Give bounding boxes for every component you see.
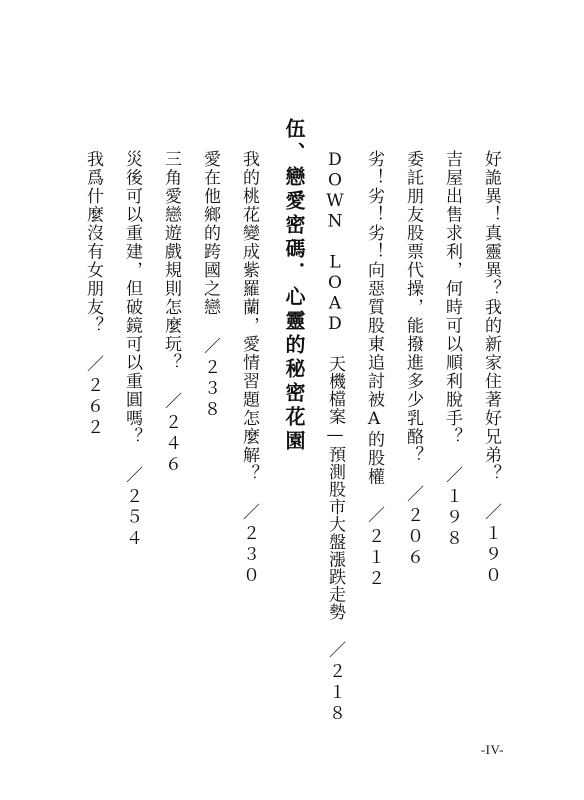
toc-entry-title: 愛在他鄉的跨國之戀 — [200, 150, 220, 317]
toc-entry-page-number: ／２５４ — [122, 466, 142, 550]
toc-entry — [482, 150, 499, 587]
toc-entry-title: 我爲什麼沒有女朋友？ — [83, 150, 103, 335]
page-folio: -IV- — [480, 742, 504, 757]
toc-entry-title: 好詭異！真靈異？我的新家住著好兄弟？ — [481, 150, 501, 483]
toc-entry-page-number: ／１９０ — [481, 503, 501, 587]
section-heading: 伍、戀愛密碼．心靈的秘密花園 — [282, 118, 306, 454]
toc-entry-page-number: ／２３０ — [239, 503, 259, 587]
toc-entry — [326, 150, 343, 725]
toc-entry — [123, 150, 140, 550]
toc-entry — [162, 150, 179, 476]
toc-entry-page-number: ／２４６ — [161, 392, 181, 476]
toc-entry-page-number: ／２１８ — [325, 640, 345, 725]
toc-entry — [404, 150, 421, 569]
toc-entry — [365, 150, 382, 590]
toc-entry-title: 我的桃花變成紫羅蘭，愛情習題怎麼解？ — [239, 150, 259, 483]
toc-entry-page-number: ／２６２ — [83, 355, 103, 439]
toc-entry — [443, 150, 460, 550]
toc-entry-page-number: ／２０６ — [403, 484, 423, 569]
toc-entry-title: 吉屋出售求利，何時可以順利脫手？ — [442, 150, 462, 446]
toc-entry-title: 災後可以重建，但破鏡可以重圓嗎？ — [122, 150, 142, 446]
toc-entry-title: 三角愛戀遊戲規則怎麼玩？ — [161, 150, 181, 372]
toc-entry — [84, 150, 101, 439]
toc-entry — [240, 150, 257, 587]
toc-entry-title: 劣！劣！劣！向惡質股東追討被A的股權 — [364, 150, 384, 486]
toc-entry-page-number: ／２１２ — [364, 506, 384, 590]
toc-entry-title: 委託朋友股票代操，能撥進多少乳酪？ — [403, 150, 423, 465]
toc-entry-title: DOWN LOAD 天機檔案—預測股市大盤漲跌走勢 — [325, 150, 345, 621]
toc-entry — [201, 150, 218, 421]
toc-entry-page-number: ／１９８ — [442, 466, 462, 550]
toc-entry-page-number: ／２３８ — [200, 336, 220, 421]
